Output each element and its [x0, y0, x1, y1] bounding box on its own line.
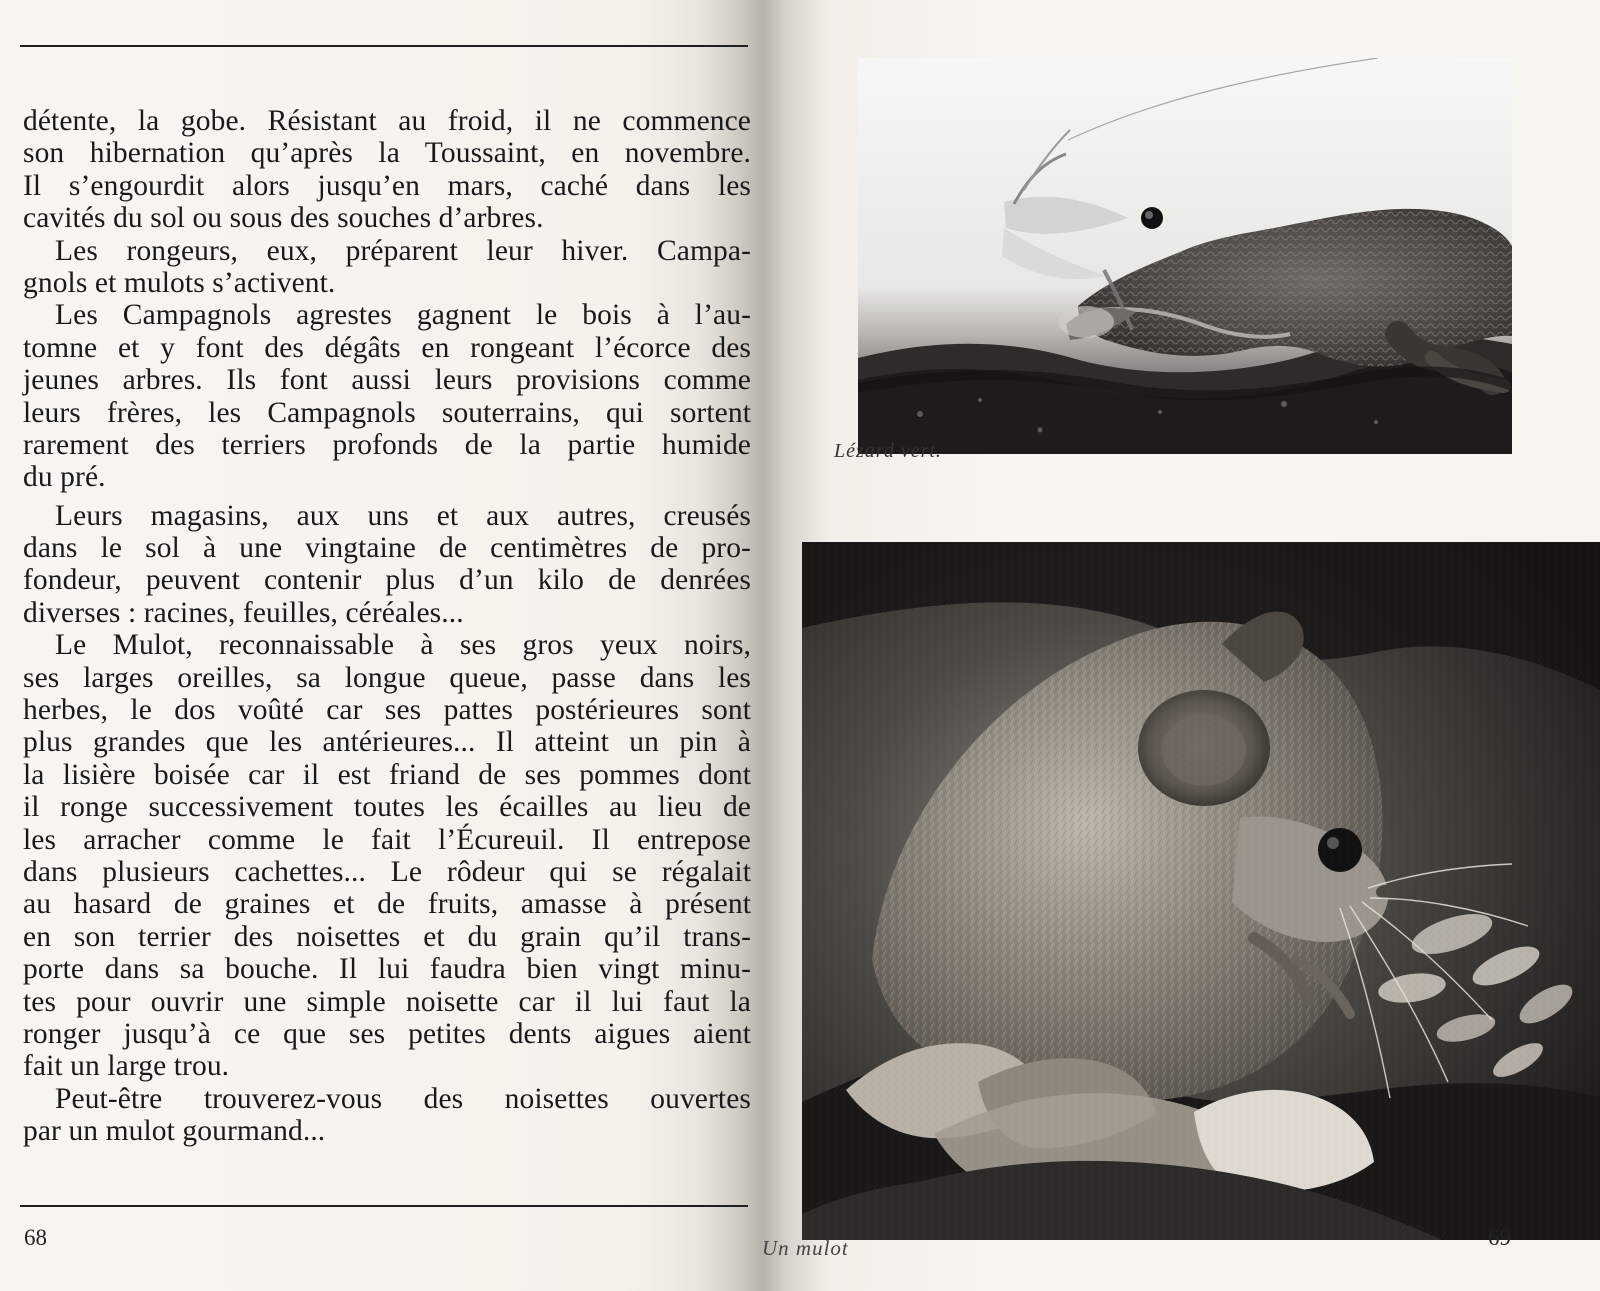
text-line: Leurs magasins, aux uns et aux autres, creusés: [55, 499, 751, 532]
text-line: tomne et y font des dégâts en rongeant l’écorce des: [23, 331, 751, 364]
text-line: les arracher comme le fait l’Écureuil. Il entrepose: [23, 823, 751, 856]
text-line: la lisière boisée car il est friand de ses pommes dont: [23, 758, 751, 791]
text-line: dans plusieurs cachettes... Le rôdeur qui se régalait: [23, 855, 751, 888]
text-line: détente, la gobe. Résistant au froid, il ne commence: [23, 105, 751, 137]
mouse-caption: Un mulot: [762, 1236, 849, 1260]
text-line: Il s’engourdit alors jusqu’en mars, caché dans les: [23, 169, 751, 202]
paragraph-1: [23, 105, 751, 235]
text-line: cavités du sol ou sous des souches d’arbres.: [23, 202, 544, 235]
text-line: par un mulot gourmand...: [23, 1115, 326, 1148]
text-line: porte dans sa bouche. Il lui faudra bien vingt minu-: [23, 953, 751, 986]
top-rule: [20, 45, 748, 47]
text-line: leurs frères, les Campagnols souterrains, qui sortent: [23, 396, 751, 429]
text-line: jeunes arbres. Ils font aussi leurs provisions comme: [23, 364, 751, 397]
left-page: [0, 0, 762, 1291]
text-line: ronger jusqu’à ce que ses petites dents aigues aient: [23, 1017, 751, 1050]
right-page: [762, 0, 1600, 1291]
lizard-caption: Lézard vert.: [834, 440, 942, 462]
text-line: Les Campagnols agrestes gagnent le bois à l’au-: [55, 299, 751, 332]
text-line: ses larges oreilles, sa longue queue, passe dans les: [23, 661, 751, 694]
text-line: dans le sol à une vingtaine de centimètres de pro-: [23, 532, 751, 565]
text-line: du pré.: [23, 461, 106, 494]
text-line: fondeur, peuvent contenir plus d’un kilo de denrées: [23, 564, 751, 597]
page-number-left: 68: [24, 1225, 47, 1250]
text-line: gnols et mulots s’activent.: [23, 266, 336, 299]
text-line: diverses : racines, feuilles, céréales...: [23, 596, 464, 629]
text-line: son hibernation qu’après la Toussaint, en novembre.: [23, 137, 751, 170]
paragraph-4: [23, 500, 751, 630]
text-line: au hasard de graines et de fruits, amasse à présent: [23, 888, 751, 921]
page-number-right: 69: [1488, 1225, 1511, 1250]
text-line: Le Mulot, reconnaissable à ses gros yeux noirs,: [55, 629, 751, 662]
mouse-photo-icon: [802, 542, 1600, 1240]
text-line: herbes, le dos voûté car ses pattes postérieures sont: [23, 694, 751, 727]
text-line: en son terrier des noisettes et du grain qu’il trans-: [23, 920, 751, 953]
lizard-photo-icon: [858, 58, 1512, 454]
text-line: fait un large trou.: [23, 1050, 230, 1083]
text-line: rarement des terriers profonds de la partie humide: [23, 428, 751, 461]
paragraph-5: [23, 629, 751, 1082]
text-line: Les rongeurs, eux, préparent leur hiver. Campa-: [55, 234, 751, 267]
text-line: tes pour ouvrir une simple noisette car il lui faut la: [23, 985, 751, 1018]
text-line: il ronge successivement toutes les écailles au lieu de: [23, 791, 751, 824]
lizard-photo: [858, 58, 1512, 454]
paragraph-6: [23, 1083, 751, 1148]
text-line: plus grandes que les antérieures... Il atteint un pin à: [23, 726, 751, 759]
body-text: [23, 105, 751, 1148]
bottom-rule: [20, 1205, 748, 1207]
paragraph-3: [23, 299, 751, 493]
text-line: Peut-être trouverez-vous des noisettes ouvertes: [55, 1082, 751, 1115]
paragraph-2: [23, 235, 751, 300]
mouse-photo: [802, 542, 1600, 1240]
